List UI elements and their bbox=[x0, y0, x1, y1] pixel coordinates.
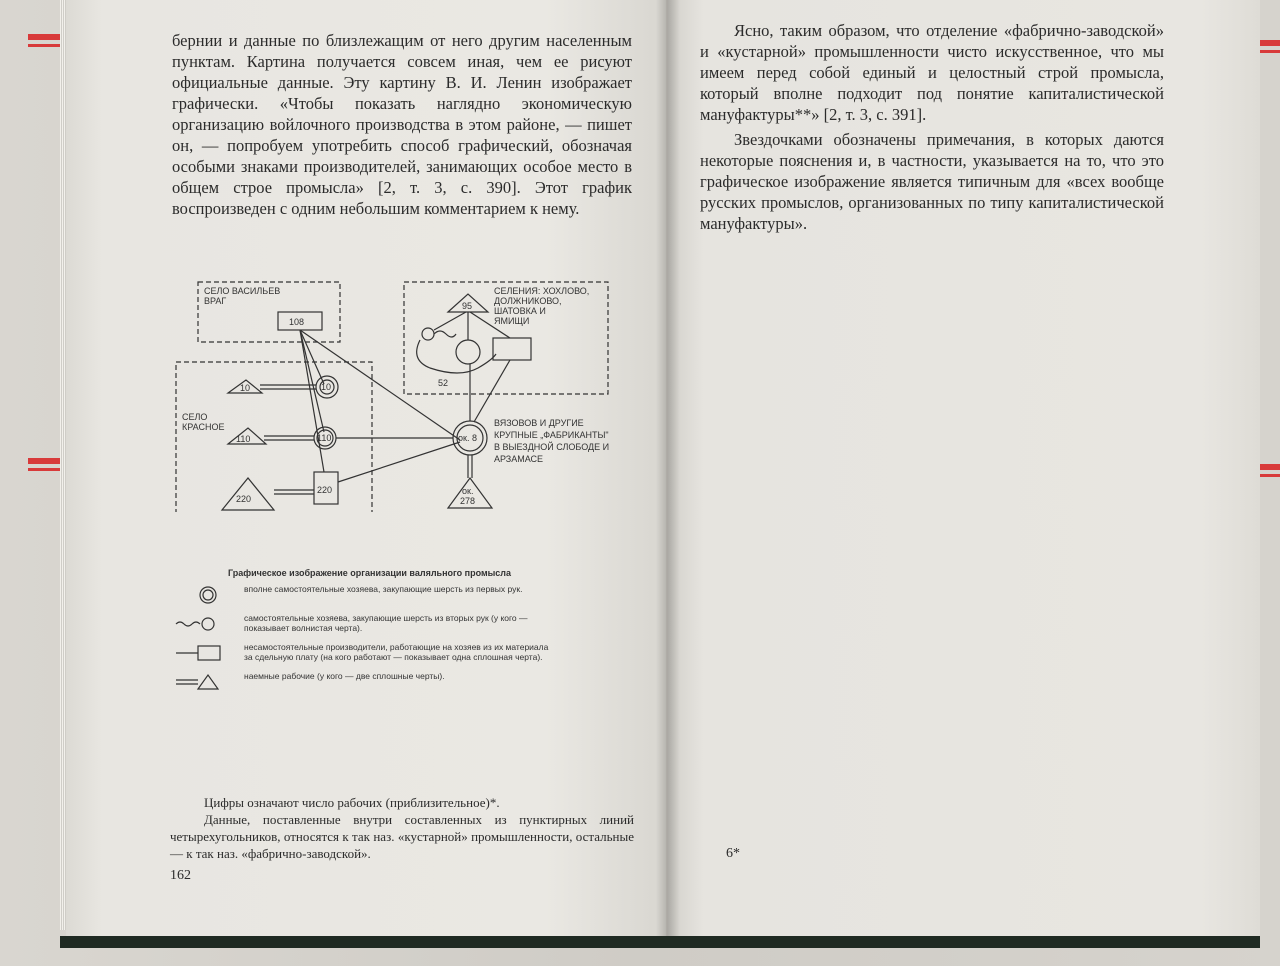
small-circle-settlement bbox=[422, 328, 434, 340]
caption-line-1: Цифры означают число рабочих (приблизительное)*. bbox=[204, 795, 500, 810]
num-10-triangle: 10 bbox=[240, 383, 251, 393]
legend-item bbox=[172, 642, 572, 664]
label-settlements-2: ДОЛЖНИКОВО, bbox=[494, 296, 562, 306]
label-krasnoe-2: КРАСНОЕ bbox=[182, 422, 225, 432]
wavy-line bbox=[434, 331, 456, 337]
label-vyazovy-3: В ВЫЕЗДНОЙ СЛОБОДЕ И bbox=[494, 442, 610, 452]
num-110-circle: 110 bbox=[317, 433, 332, 443]
page-number: 162 bbox=[170, 868, 191, 883]
legend-item bbox=[172, 671, 572, 693]
cover-stripe bbox=[1260, 50, 1280, 53]
circle-settlement bbox=[456, 340, 480, 364]
label-vasilyev-2: ВРАГ bbox=[204, 296, 227, 306]
legend-text: вполне самостоятельные хозяева, закупающие шерсть из первых рук. bbox=[244, 584, 523, 594]
label-settlements-1: СЕЛЕНИЯ: ХОХЛОВО, bbox=[494, 286, 590, 296]
label-vyazovy-2: КРУПНЫЕ „ФАБРИКАНТЫ" bbox=[494, 430, 609, 440]
double-line-triangle-icon bbox=[172, 671, 244, 693]
num-220-rect: 220 bbox=[317, 485, 333, 495]
label-settlements-3: ШАТОВКА И bbox=[494, 306, 546, 316]
left-paragraph: бернии и данные по близлежащим от него другим населенным пунктам. Картина получается совсем иная, чем ее рисуют официальные данные. Эту картину В. И. Ленин изображает графически. «Чтобы показать наглядно экономическую организацию войлочного производства в этом районе, — пишет он, — попробуем употребить способ графический, обозначая особыми знаками производителей, занимающих особое место в общем строе промысла» [2, т. 3, с. 390]. Этот график воспроизведен с одним небольшим комментарием к нему. bbox=[172, 31, 632, 218]
right-paragraph-2: Звездочками обозначены примечания, в которых даются некоторые пояснения и, в частности, указывается на то, что это графическое изображение является типичным для «всех вообще русских промыслов, организованных по типу капиталистической мануфактуры». bbox=[700, 130, 1164, 233]
double-circle-icon bbox=[172, 584, 244, 606]
cover-stripe bbox=[1260, 40, 1280, 46]
num-ok8: ок. 8 bbox=[458, 433, 477, 443]
num-ok: ок. bbox=[462, 486, 474, 496]
label-krasnoe-1: СЕЛО bbox=[182, 412, 208, 422]
cover-stripe bbox=[1260, 464, 1280, 470]
num-278: 278 bbox=[460, 496, 476, 506]
caption-line-2: Данные, поставленные внутри составленных из пунктирных линий четырехугольников, относятся к так наз. «кустарной» промышленности, остальные — к так наз. «фабрично-заводской». bbox=[170, 812, 634, 861]
cover-stripe bbox=[1260, 474, 1280, 477]
label-vyazovy-1: ВЯЗОВОВ И ДРУГИЕ bbox=[494, 418, 584, 428]
num-220-triangle: 220 bbox=[236, 494, 252, 504]
num-10-circle: 10 bbox=[321, 382, 332, 392]
line-rect-icon bbox=[172, 642, 244, 664]
right-paragraph-1: Ясно, таким образом, что отделение «фабрично-заводской» и «кустарной» промышленности чисто искусственное, что мы имеем перед собой единый и целостный строй промысла, который вполне подходит под понятие капиталистической мануфактуры**» [2, т. 3, с. 391]. bbox=[700, 21, 1164, 124]
label-vyazovy-4: АРЗАМАСЕ bbox=[494, 454, 544, 464]
production-diagram bbox=[170, 272, 640, 512]
legend-item bbox=[172, 584, 572, 606]
rect-settlement bbox=[493, 338, 531, 360]
label-vasilyev-1: СЕЛО ВАСИЛЬЕВ bbox=[204, 286, 281, 296]
legend-text: самостоятельные хозяева, закупающие шерсть из вторых рук (у кого — показывает волнистая черта). bbox=[244, 613, 528, 633]
book-cover-edge bbox=[60, 936, 1260, 948]
left-body-text bbox=[172, 30, 632, 219]
num-52: 52 bbox=[438, 378, 449, 388]
legend-text: несамостоятельные производители, работающие на хозяев из их материала за сдельную плату (на кого работают — показывает одна сплошная черта). bbox=[244, 642, 549, 662]
legend-title: Графическое изображение организации валяльного промысла bbox=[228, 568, 512, 578]
figure-caption bbox=[170, 794, 634, 862]
legend-text: наемные рабочие (у кого — две сплошные черты). bbox=[244, 671, 445, 681]
wavy-circle-icon bbox=[172, 613, 244, 635]
diagram-legend bbox=[172, 568, 572, 700]
right-body-text bbox=[700, 20, 1164, 234]
diagram-svg bbox=[170, 272, 640, 512]
legend-item bbox=[172, 613, 572, 635]
book-gutter bbox=[656, 0, 680, 936]
num-95: 95 bbox=[462, 301, 473, 311]
signature-mark: 6* bbox=[726, 846, 740, 861]
num-110-triangle: 110 bbox=[236, 434, 251, 444]
num-108: 108 bbox=[289, 317, 305, 327]
label-settlements-4: ЯМИЩИ bbox=[494, 316, 530, 326]
